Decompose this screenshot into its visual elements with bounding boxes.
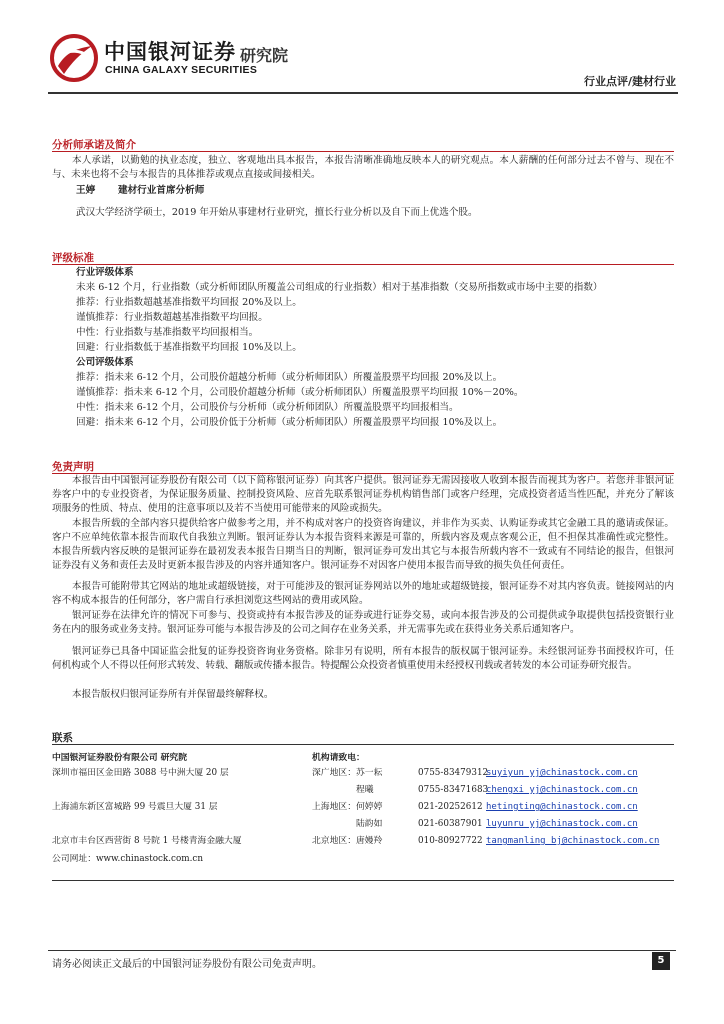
contact-email-link[interactable]: hetingting@chinastock.com.cn bbox=[486, 802, 638, 812]
brand-name-en: CHINA GALAXY SECURITIES bbox=[105, 64, 258, 76]
contact-name: 唐嫚羚 bbox=[356, 836, 383, 846]
contact-phone: 0755-83471683 bbox=[418, 785, 489, 795]
contact-name: 程曦 bbox=[356, 785, 374, 795]
contact-divider-top bbox=[52, 744, 674, 745]
contact-email-link[interactable]: luyunru_yj@chinastock.com.cn bbox=[486, 819, 638, 829]
contact-name: 苏一耘 bbox=[356, 768, 383, 778]
brand-name-cn: 中国银河证券 bbox=[104, 40, 236, 64]
contact-region: 北京地区： bbox=[312, 836, 356, 846]
disclaimer-paragraph: 银河证券在法律允许的情况下可参与、投资或持有本报告涉及的证券或进行证券交易，或向本报告涉及的公司提供或争取提供包括投资银行业务在内的服务或业务支持。银河证券可能与本报告涉及的公司之间存在业务关系，并无需事先或在获得业务关系后通知客户。 bbox=[52, 610, 674, 635]
sales-contact-title: 机构请致电： bbox=[312, 753, 365, 763]
contact-phone: 0755-83479312 bbox=[418, 768, 489, 778]
company-website: 公司网址：www.chinastock.com.cn bbox=[52, 854, 203, 864]
galaxy-logo-icon bbox=[48, 32, 100, 84]
company-rating-title: 公司评级体系 bbox=[76, 357, 134, 368]
industry-rating-item: 推荐：行业指数超越基准指数平均回报 20%及以上。 bbox=[76, 297, 302, 308]
contact-email-link[interactable]: chengxi_yj@chinastock.com.cn bbox=[486, 785, 638, 795]
industry-rating-intro: 未来 6-12 个月，行业指数（或分析师团队所覆盖公司组成的行业指数）相对于基准指数（交易所指数或市场中主要的指数） bbox=[76, 282, 603, 293]
contact-name: 陆韵如 bbox=[356, 819, 383, 829]
rating-section-divider bbox=[52, 264, 674, 265]
analyst-bio: 武汉大学经济学硕士，2019 年开始从事建材行业研究，擅长行业分析以及自下而上优选个股。 bbox=[76, 207, 478, 218]
contact-section-title: 联系 bbox=[52, 732, 73, 744]
disclaimer-paragraph: 本报告由中国银河证券股份有限公司（以下简称银河证券）向其客户提供。银河证券无需因接收人收到本报告而视其为客户。若您并非银河证券客户中的专业投资者，为保证服务质量、控制投资风险、应首先联系银河证券机构销售部门或客户经理，完成投资者适当性匹配，并充分了解该项服务的性质、特点、使用的注意事项以及若不当使用可能带来的风险或损失。 bbox=[52, 475, 674, 514]
analyst-name: 王婷 bbox=[76, 185, 96, 196]
contact-email-link[interactable]: tangmanling_bj@chinastock.com.cn bbox=[486, 836, 660, 846]
company-rating-item: 推荐：指未来 6-12 个月，公司股价超越分析师（或分析师团队）所覆盖股票平均回报 20%及以上。 bbox=[76, 372, 503, 383]
page-number: 5 bbox=[652, 952, 670, 970]
analyst-pledge: 本人承诺，以勤勉的执业态度，独立、客观地出具本报告，本报告清晰准确地反映本人的研究观点。本人薪酬的任何部分过去不曾与、现在不与、未来也将不会与本报告的具体推荐或观点直接或间接相关。 bbox=[52, 155, 674, 180]
company-rating-item: 中性：指未来 6-12 个月，公司股价与分析师（或分析师团队）所覆盖股票平均回报相当。 bbox=[76, 402, 459, 413]
industry-rating-item: 谨慎推荐：行业指数超越基准指数平均回报。 bbox=[76, 312, 268, 323]
disclaimer-paragraph: 本报告可能附带其它网站的地址或超级链接，对于可能涉及的银河证券网站以外的地址或超级链接，银河证券不对其内容负责。链接网站的内容不构成本报告的任何部分，客户需自行承担浏览这些网站的费用或风险。 bbox=[52, 581, 674, 606]
disclaimer-paragraph: 本报告版权归银河证券所有并保留最终解释权。 bbox=[72, 689, 274, 700]
address-shenzhen: 深圳市福田区金田路 3088 号中洲大厦 20 层 bbox=[52, 768, 229, 778]
company-rating-item: 谨慎推荐：指未来 6-12 个月，公司股价超越分析师（或分析师团队）所覆盖股票平均回报 10%－20%。 bbox=[76, 387, 524, 398]
industry-rating-item: 中性：行业指数与基准指数平均回报相当。 bbox=[76, 327, 259, 338]
disclaimer-section-title: 免责声明 bbox=[52, 461, 94, 473]
contact-name: 何婷婷 bbox=[356, 802, 383, 812]
footer-divider bbox=[48, 950, 676, 951]
rating-section-title: 评级标准 bbox=[52, 252, 94, 264]
contact-company: 中国银河证券股份有限公司 研究院 bbox=[52, 753, 188, 763]
industry-rating-title: 行业评级体系 bbox=[76, 267, 134, 278]
contact-phone: 021-20252612 bbox=[418, 802, 483, 812]
contact-phone: 010-80927722 bbox=[418, 836, 483, 846]
brand-institute: 研究院 bbox=[240, 46, 289, 65]
contact-phone: 021-60387901 bbox=[418, 819, 483, 829]
header-divider bbox=[48, 92, 678, 94]
industry-rating-item: 回避：行业指数低于基准指数平均回报 10%及以上。 bbox=[76, 342, 302, 353]
analyst-section-divider bbox=[52, 151, 674, 152]
contact-region: 深广地区： bbox=[312, 768, 356, 778]
disclaimer-paragraph: 本报告所载的全部内容只提供给客户做参考之用，并不构成对客户的投资咨询建议，并非作为买卖、认购证券或其它金融工具的邀请或保证。客户不应单纯依靠本报告而取代自我独立判断。银河证券认为本报告资料来源是可靠的，所载内容及观点客观公正，但不担保其准确性或完整性。本报告所载内容反映的是银河证券在最初发表本报告日期当日的判断，银河证券可发出其它与本报告所载内容不一致或有不同结论的报告，但银河证券没有义务和责任去及时更新本报告涉及的内容并通知客户。银河证券不对因客户使用本报告而导致的损失负任何责任。 bbox=[52, 518, 674, 571]
report-category: 行业点评/建材行业 bbox=[583, 75, 676, 88]
disclaimer-paragraph: 银河证券已具备中国证监会批复的证券投资咨询业务资格。除非另有说明，所有本报告的版权属于银河证券。未经银河证券书面授权许可，任何机构或个人不得以任何形式转发、转载、翻版或传播本报告。特提醒公众投资者慎重使用未经授权刊载或者转发的本公司证券研究报告。 bbox=[52, 646, 674, 671]
analyst-section-title: 分析师承诺及简介 bbox=[52, 139, 136, 151]
company-rating-item: 回避：指未来 6-12 个月，公司股价低于分析师（或分析师团队）所覆盖股票平均回报 10%及以上。 bbox=[76, 417, 503, 428]
contact-region: 上海地区： bbox=[312, 802, 356, 812]
footer-notice: 请务必阅读正文最后的中国银河证券股份有限公司免责声明。 bbox=[52, 959, 322, 970]
contact-divider-bottom bbox=[52, 880, 674, 881]
contact-email-link[interactable]: suyiyun_yj@chinastock.com.cn bbox=[486, 768, 638, 778]
analyst-role: 建材行业首席分析师 bbox=[118, 185, 205, 196]
address-shanghai: 上海浦东新区富城路 99 号震旦大厦 31 层 bbox=[52, 802, 218, 812]
address-beijing: 北京市丰台区西营街 8 号院 1 号楼青海金融大厦 bbox=[52, 836, 242, 846]
